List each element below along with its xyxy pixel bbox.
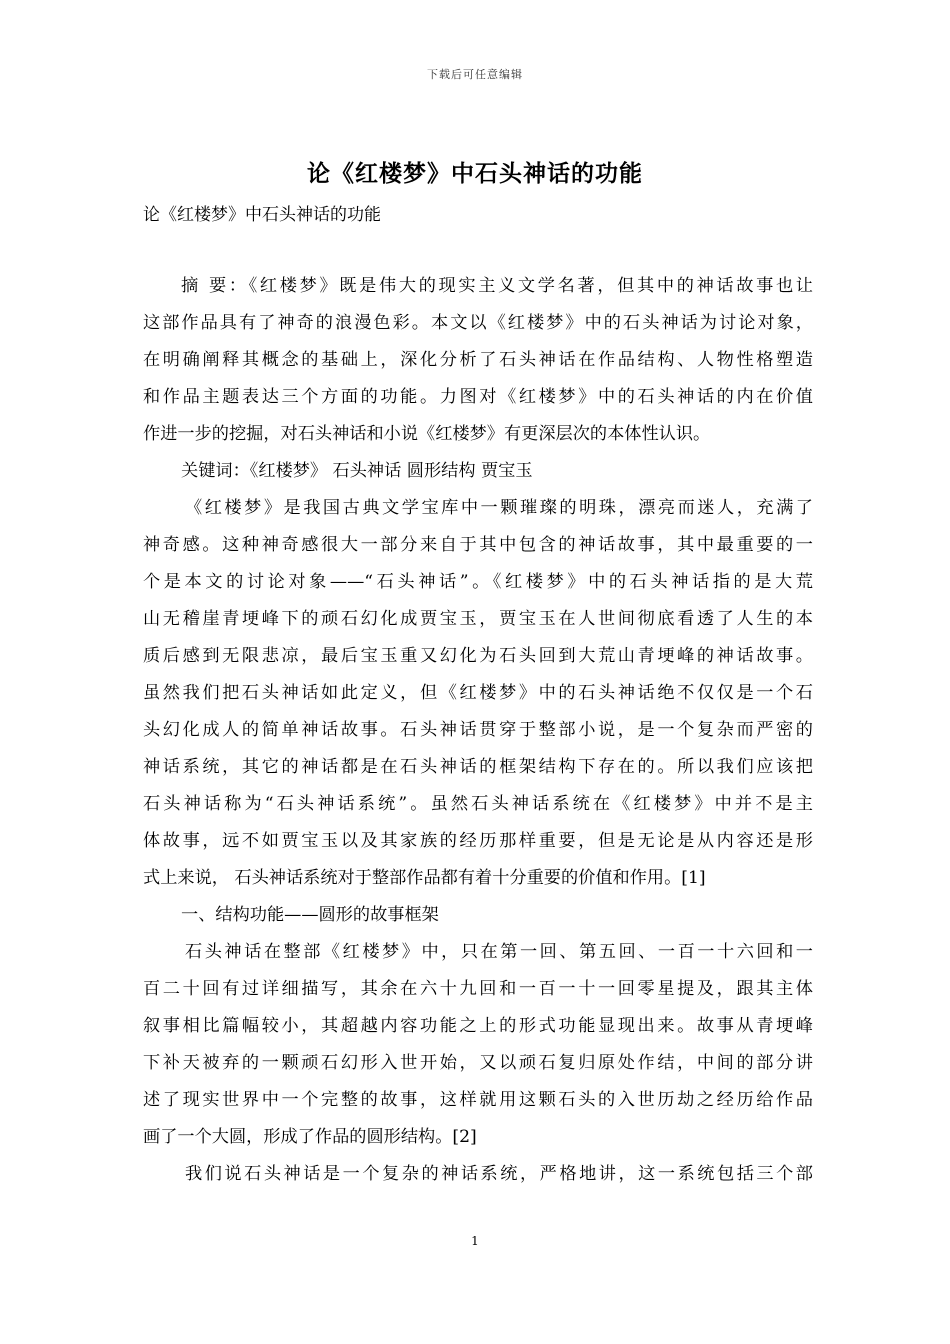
text-line: 质后感到无限悲凉，最后宝玉重又幻化为石头回到大荒山青埂峰的神话故事。 — [143, 646, 813, 666]
text-line: 石头神话称为“石头神话系统”。虽然石头神话系统在《红楼梦》中并不是主 — [143, 794, 813, 814]
document-subtitle: 论《红楼梦》中石头神话的功能 — [143, 205, 381, 225]
text-line: 虽然我们把石头神话如此定义，但《红楼梦》中的石头神话绝不仅仅是一个石 — [143, 683, 813, 703]
text-line: 我们说石头神话是一个复杂的神话系统，严格地讲，这一系统包括三个部 — [185, 1164, 813, 1184]
text-line: 作进一步的挖掘，对石头神话和小说《红楼梦》有更深层次的本体性认识。 — [143, 424, 711, 444]
text-line: 神奇感。这种神奇感很大一部分来自于其中包含的神话故事，其中最重要的一 — [143, 535, 813, 555]
page-header: 下载后可任意编辑 — [427, 68, 523, 81]
document-body — [143, 268, 813, 1193]
text-line: 摘 要：《红楼梦》既是伟大的现实主义文学名著，但其中的神话故事也让 — [181, 276, 813, 296]
text-line: 一、结构功能——圆形的故事框架 — [181, 905, 439, 925]
text-line: 式上来说， 石头神话系统对于整部作品都有着十分重要的价值和作用。[1] — [143, 868, 706, 888]
text-line: 关键词：《红楼梦》 石头神话 圆形结构 贾宝玉 — [181, 461, 533, 481]
text-line: 《红楼梦》是我国古典文学宝库中一颗璀璨的明珠，漂亮而迷人，充满了 — [185, 498, 813, 518]
text-line: 石头神话在整部《红楼梦》中，只在第一回、第五回、一百一十六回和一 — [185, 942, 813, 962]
text-line: 在明确阐释其概念的基础上，深化分析了石头神话在作品结构、人物性格塑造 — [143, 350, 813, 370]
text-line: 叙事相比篇幅较小，其超越内容功能之上的形式功能显现出来。故事从青埂峰 — [143, 1016, 813, 1036]
text-line: 个是本文的讨论对象——“石头神话”。《红楼梦》中的石头神话指的是大荒 — [143, 572, 813, 592]
text-line: 和作品主题表达三个方面的功能。力图对《红楼梦》中的石头神话的内在价值 — [143, 387, 813, 407]
text-line: 头幻化成人的简单神话故事。石头神话贯穿于整部小说，是一个复杂而严密的 — [143, 720, 813, 740]
text-line: 这部作品具有了神奇的浪漫色彩。本文以《红楼梦》中的石头神话为讨论对象， — [143, 313, 813, 333]
text-line: 述了现实世界中一个完整的故事，这样就用这颗石头的入世历劫之经历给作品 — [143, 1090, 813, 1110]
text-line: 体故事，远不如贾宝玉以及其家族的经历那样重要，但是无论是从内容还是形 — [143, 831, 813, 851]
text-line: 神话系统，其它的神话都是在石头神话的框架结构下存在的。所以我们应该把 — [143, 757, 813, 777]
document-title: 论《红楼梦》中石头神话的功能 — [307, 161, 643, 187]
page-number: 1 — [471, 1234, 479, 1248]
text-line: 山无稽崖青埂峰下的顽石幻化成贾宝玉，贾宝玉在人世间彻底看透了人生的本 — [143, 609, 813, 629]
text-line: 画了一个大圆，形成了作品的圆形结构。[2] — [143, 1127, 477, 1147]
text-line: 下补天被弃的一颗顽石幻形入世开始，又以顽石复归原处作结，中间的部分讲 — [143, 1053, 813, 1073]
text-line: 百二十回有过详细描写，其余在六十九回和一百一十一回零星提及，跟其主体 — [143, 979, 813, 999]
